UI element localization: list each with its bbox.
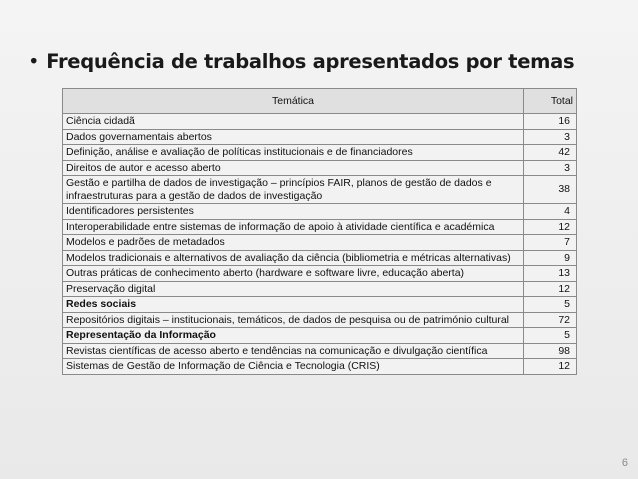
- cell-total: 12: [524, 219, 577, 235]
- cell-tematica: Gestão e partilha de dados de investigação – princípios FAIR, planos de gestão de dados e infraestruturas para a gestão de dados de investigação: [63, 176, 524, 204]
- cell-total: 12: [524, 359, 577, 375]
- table-row: [63, 328, 577, 344]
- cell-total: 9: [524, 250, 577, 266]
- cell-total: 12: [524, 281, 577, 297]
- cell-tematica: Modelos tradicionais e alternativos de avaliação da ciência (bibliometria e métricas alternativas): [63, 250, 524, 266]
- cell-tematica: Sistemas de Gestão de Informação de Ciência e Tecnologia (CRIS): [63, 359, 524, 375]
- cell-tematica: Modelos e padrões de metadados: [63, 235, 524, 251]
- column-header-tematica: Temática: [63, 89, 524, 114]
- cell-tematica: Definição, análise e avaliação de políticas institucionais e de financiadores: [63, 145, 524, 161]
- table-row: [63, 176, 577, 204]
- cell-total: 5: [524, 328, 577, 344]
- cell-total: 16: [524, 114, 577, 130]
- cell-total: 3: [524, 160, 577, 176]
- cell-tematica: Outras práticas de conhecimento aberto (hardware e software livre, educação aberta): [63, 266, 524, 282]
- table-row: [63, 129, 577, 145]
- table-header-row: [63, 89, 577, 114]
- table-row: [63, 343, 577, 359]
- cell-tematica: Revistas científicas de acesso aberto e tendências na comunicação e divulgação científica: [63, 343, 524, 359]
- table-row: [63, 312, 577, 328]
- cell-total: 5: [524, 297, 577, 313]
- table-row: [63, 235, 577, 251]
- table-row: [63, 204, 577, 220]
- cell-tematica: Ciência cidadã: [63, 114, 524, 130]
- table-row: [63, 219, 577, 235]
- table-row: [63, 250, 577, 266]
- table-row: [63, 114, 577, 130]
- cell-tematica: Interoperabilidade entre sistemas de informação de apoio à atividade científica e académica: [63, 219, 524, 235]
- slide-title: [28, 50, 574, 73]
- cell-tematica: Repositórios digitais – institucionais, temáticos, de dados de pesquisa ou de património cultural: [63, 312, 524, 328]
- cell-total: 7: [524, 235, 577, 251]
- cell-total: 98: [524, 343, 577, 359]
- slide-title-text: Frequência de trabalhos apresentados por temas: [46, 50, 575, 73]
- table-row: [63, 359, 577, 375]
- cell-tematica: Preservação digital: [63, 281, 524, 297]
- table-row: [63, 281, 577, 297]
- bullet-icon: •: [28, 50, 40, 73]
- table-body: [63, 114, 577, 375]
- cell-total: 4: [524, 204, 577, 220]
- themes-table: [62, 88, 577, 375]
- table-row: [63, 145, 577, 161]
- cell-tematica: Dados governamentais abertos: [63, 129, 524, 145]
- cell-tematica: Direitos de autor e acesso aberto: [63, 160, 524, 176]
- table-row: [63, 266, 577, 282]
- cell-total: 42: [524, 145, 577, 161]
- table-row: [63, 160, 577, 176]
- cell-total: 72: [524, 312, 577, 328]
- cell-total: 3: [524, 129, 577, 145]
- cell-tematica: Representação da Informação: [63, 328, 524, 344]
- cell-tematica: Redes sociais: [63, 297, 524, 313]
- cell-total: 38: [524, 176, 577, 204]
- table-row: [63, 297, 577, 313]
- column-header-total: Total: [524, 89, 577, 114]
- cell-tematica: Identificadores persistentes: [63, 204, 524, 220]
- page-number: 6: [621, 457, 628, 469]
- cell-total: 13: [524, 266, 577, 282]
